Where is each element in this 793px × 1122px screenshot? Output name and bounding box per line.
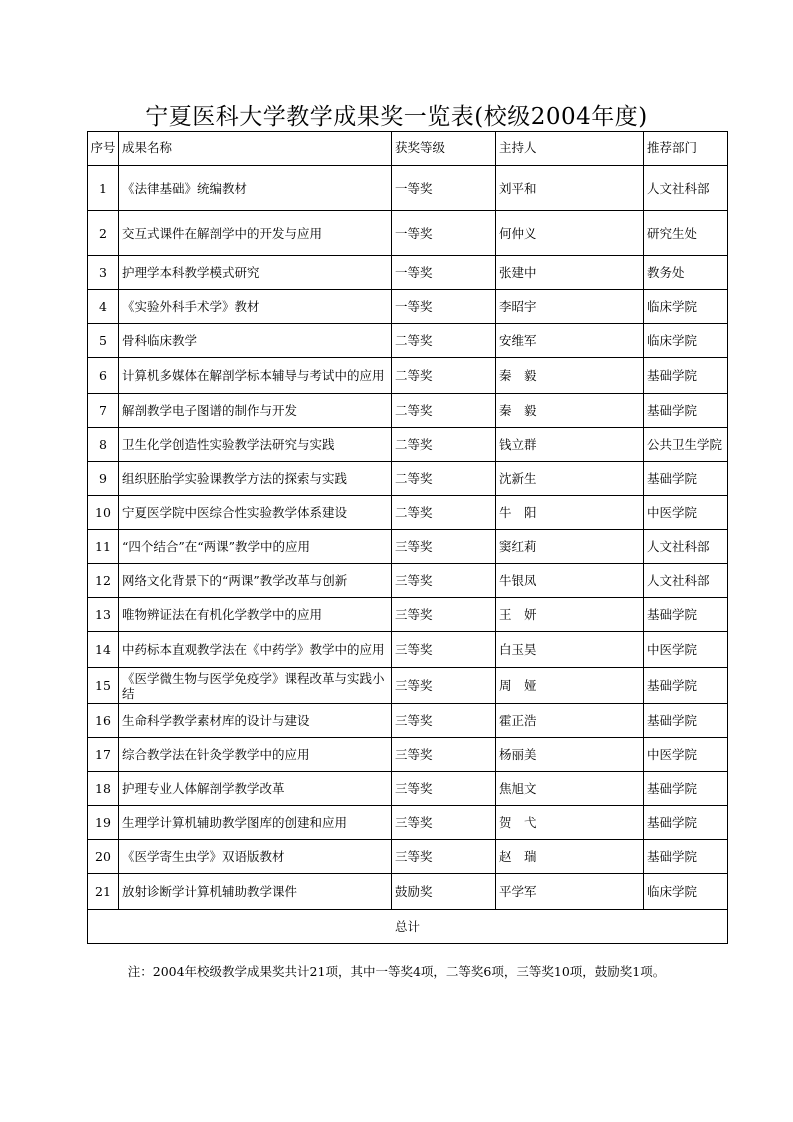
table-row [88, 598, 728, 632]
cell-dept: 基础学院 [644, 394, 728, 428]
cell-host: 窦红莉 [496, 530, 644, 564]
cell-name: 唯物辨证法在有机化学教学中的应用 [119, 598, 392, 632]
cell-name: 护理学本科教学模式研究 [119, 256, 392, 290]
table-row [88, 166, 728, 211]
footnote: 注：2004年校级教学成果奖共计21项，其中一等奖4项，二等奖6项，三等奖10项，鼓励奖1项。 [127, 964, 666, 979]
cell-no: 21 [88, 874, 119, 910]
table-row [88, 256, 728, 290]
cell-name: 放射诊断学计算机辅助教学课件 [119, 874, 392, 910]
cell-no: 11 [88, 530, 119, 564]
cell-dept: 教务处 [644, 256, 728, 290]
cell-host: 钱立群 [496, 428, 644, 462]
cell-dept: 基础学院 [644, 772, 728, 806]
cell-dept: 基础学院 [644, 704, 728, 738]
cell-dept: 人文社科部 [644, 564, 728, 598]
table-row [88, 874, 728, 910]
cell-name: 《医学寄生虫学》双语版教材 [119, 840, 392, 874]
cell-dept: 临床学院 [644, 874, 728, 910]
cell-award: 二等奖 [392, 394, 496, 428]
cell-host: 李昭宇 [496, 290, 644, 324]
cell-name: 宁夏医学院中医综合性实验教学体系建设 [119, 496, 392, 530]
cell-award: 三等奖 [392, 564, 496, 598]
cell-award: 一等奖 [392, 256, 496, 290]
cell-host: 秦 毅 [496, 358, 644, 394]
cell-host: 王 妍 [496, 598, 644, 632]
cell-award: 二等奖 [392, 324, 496, 358]
cell-no: 6 [88, 358, 119, 394]
cell-host: 沈新生 [496, 462, 644, 496]
cell-name: 解剖教学电子图谱的制作与开发 [119, 394, 392, 428]
cell-name: 计算机多媒体在解剖学标本辅导与考试中的应用 [119, 358, 392, 394]
table-row [88, 840, 728, 874]
cell-dept: 临床学院 [644, 324, 728, 358]
table-row [88, 632, 728, 668]
cell-name: 《法律基础》统编教材 [119, 166, 392, 211]
cell-name: “四个结合”在“两课”教学中的应用 [119, 530, 392, 564]
cell-host: 秦 毅 [496, 394, 644, 428]
cell-name: 综合教学法在针灸学教学中的应用 [119, 738, 392, 772]
cell-award: 二等奖 [392, 358, 496, 394]
cell-award: 三等奖 [392, 840, 496, 874]
cell-award: 一等奖 [392, 166, 496, 211]
table-row [88, 428, 728, 462]
cell-award: 二等奖 [392, 462, 496, 496]
cell-no: 5 [88, 324, 119, 358]
table-row [88, 564, 728, 598]
cell-name: 骨科临床教学 [119, 324, 392, 358]
cell-dept: 基础学院 [644, 668, 728, 704]
cell-dept: 基础学院 [644, 462, 728, 496]
table-row [88, 496, 728, 530]
cell-host: 贺 弋 [496, 806, 644, 840]
total-label: 总计 [88, 910, 728, 944]
table-row [88, 211, 728, 256]
cell-award: 三等奖 [392, 738, 496, 772]
cell-dept: 公共卫生学院 [644, 428, 728, 462]
cell-no: 10 [88, 496, 119, 530]
cell-name: 网络文化背景下的“两课”教学改革与创新 [119, 564, 392, 598]
header-host: 主持人 [496, 132, 644, 166]
cell-no: 1 [88, 166, 119, 211]
cell-dept: 人文社科部 [644, 166, 728, 211]
cell-no: 17 [88, 738, 119, 772]
cell-no: 18 [88, 772, 119, 806]
total-row [88, 910, 728, 944]
table-row [88, 668, 728, 704]
cell-host: 霍正浩 [496, 704, 644, 738]
cell-host: 张建中 [496, 256, 644, 290]
cell-no: 7 [88, 394, 119, 428]
cell-no: 4 [88, 290, 119, 324]
cell-name: 中药标本直观教学法在《中药学》教学中的应用 [119, 632, 392, 668]
cell-award: 一等奖 [392, 290, 496, 324]
cell-no: 13 [88, 598, 119, 632]
cell-host: 白玉昊 [496, 632, 644, 668]
header-dept: 推荐部门 [644, 132, 728, 166]
table-row [88, 530, 728, 564]
cell-award: 二等奖 [392, 428, 496, 462]
table-row [88, 462, 728, 496]
cell-host: 焦旭文 [496, 772, 644, 806]
page-title: 宁夏医科大学教学成果奖一览表(校级2004年度) [145, 104, 648, 130]
awards-table [87, 131, 728, 944]
cell-award: 三等奖 [392, 668, 496, 704]
cell-no: 9 [88, 462, 119, 496]
cell-name: 《医学微生物与医学免疫学》课程改革与实践小结 [119, 668, 392, 704]
cell-host: 何仲义 [496, 211, 644, 256]
table-row [88, 806, 728, 840]
cell-host: 周 娅 [496, 668, 644, 704]
cell-no: 14 [88, 632, 119, 668]
header-name: 成果名称 [119, 132, 392, 166]
table-row [88, 394, 728, 428]
cell-award: 三等奖 [392, 772, 496, 806]
cell-name: 生理学计算机辅助教学图库的创建和应用 [119, 806, 392, 840]
cell-no: 2 [88, 211, 119, 256]
table-row [88, 324, 728, 358]
cell-award: 三等奖 [392, 598, 496, 632]
cell-award: 鼓励奖 [392, 874, 496, 910]
cell-award: 二等奖 [392, 496, 496, 530]
cell-no: 3 [88, 256, 119, 290]
cell-no: 19 [88, 806, 119, 840]
cell-award: 一等奖 [392, 211, 496, 256]
cell-name: 《实验外科手术学》教材 [119, 290, 392, 324]
cell-dept: 中医学院 [644, 632, 728, 668]
table-row [88, 738, 728, 772]
cell-host: 牛 阳 [496, 496, 644, 530]
cell-host: 平学军 [496, 874, 644, 910]
cell-name: 生命科学教学素材库的设计与建设 [119, 704, 392, 738]
cell-no: 8 [88, 428, 119, 462]
cell-no: 20 [88, 840, 119, 874]
cell-award: 三等奖 [392, 632, 496, 668]
cell-dept: 研究生处 [644, 211, 728, 256]
cell-dept: 基础学院 [644, 598, 728, 632]
table-header-row [88, 132, 728, 166]
cell-host: 安维军 [496, 324, 644, 358]
table-row [88, 704, 728, 738]
table-row [88, 358, 728, 394]
cell-name: 卫生化学创造性实验教学法研究与实践 [119, 428, 392, 462]
cell-no: 15 [88, 668, 119, 704]
cell-award: 三等奖 [392, 806, 496, 840]
cell-dept: 基础学院 [644, 358, 728, 394]
cell-dept: 基础学院 [644, 806, 728, 840]
cell-dept: 中医学院 [644, 738, 728, 772]
cell-dept: 中医学院 [644, 496, 728, 530]
cell-host: 杨丽美 [496, 738, 644, 772]
cell-award: 三等奖 [392, 530, 496, 564]
cell-dept: 人文社科部 [644, 530, 728, 564]
cell-dept: 基础学院 [644, 840, 728, 874]
header-award: 获奖等级 [392, 132, 496, 166]
cell-name: 组织胚胎学实验课教学方法的探索与实践 [119, 462, 392, 496]
cell-award: 三等奖 [392, 704, 496, 738]
cell-host: 赵 瑞 [496, 840, 644, 874]
cell-name: 交互式课件在解剖学中的开发与应用 [119, 211, 392, 256]
cell-no: 16 [88, 704, 119, 738]
table-row [88, 290, 728, 324]
cell-dept: 临床学院 [644, 290, 728, 324]
cell-host: 牛银凤 [496, 564, 644, 598]
cell-host: 刘平和 [496, 166, 644, 211]
cell-no: 12 [88, 564, 119, 598]
table-row [88, 772, 728, 806]
cell-name: 护理专业人体解剖学教学改革 [119, 772, 392, 806]
header-no: 序号 [88, 132, 119, 166]
